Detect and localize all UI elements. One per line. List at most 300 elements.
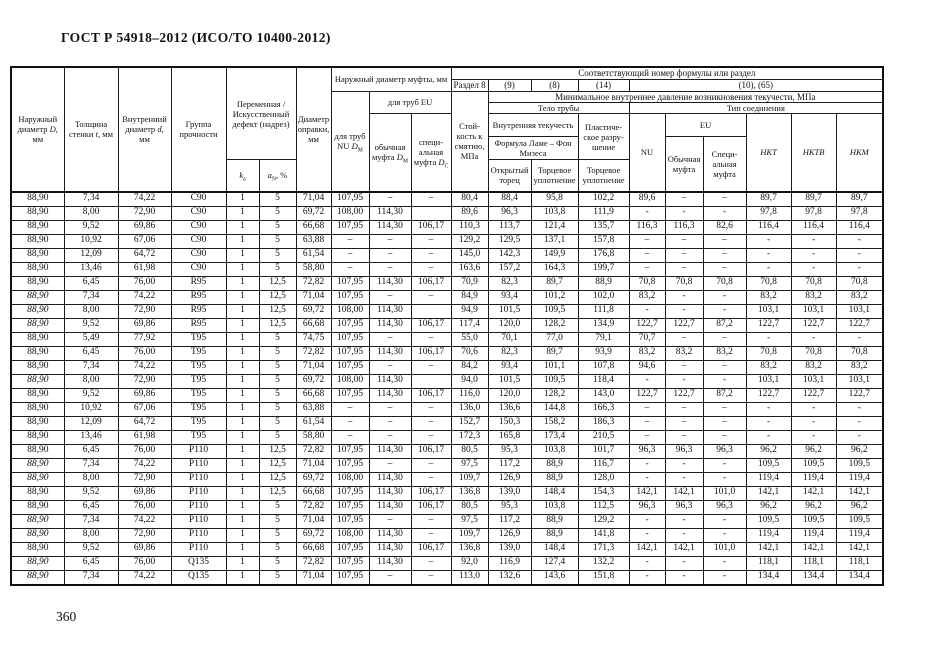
table-row bbox=[11, 444, 883, 458]
banner-formula-number: Соответствующий номер формулы или раздел bbox=[451, 67, 883, 79]
table-cell: – bbox=[331, 248, 369, 262]
table-cell: 9,52 bbox=[64, 388, 118, 402]
table-cell: 72,90 bbox=[118, 472, 171, 486]
table-cell: - bbox=[703, 458, 746, 472]
table-cell: 83,2 bbox=[629, 346, 665, 360]
table-cell: 97,5 bbox=[451, 514, 488, 528]
table-cell: 119,4 bbox=[836, 472, 883, 486]
table-cell: 5 bbox=[259, 346, 296, 360]
table-cell: R95 bbox=[171, 318, 226, 332]
col-header-nkt: НКТ bbox=[746, 114, 791, 192]
table-cell: 88,90 bbox=[11, 304, 64, 318]
table-cell: 5 bbox=[259, 388, 296, 402]
table-cell: 72,82 bbox=[296, 346, 331, 360]
table-cell: - bbox=[746, 402, 791, 416]
table-cell: 5 bbox=[259, 234, 296, 248]
table-cell: 88,90 bbox=[11, 542, 64, 556]
table-cell: 67,06 bbox=[118, 234, 171, 248]
table-cell: 94,6 bbox=[629, 360, 665, 374]
table-cell: 109,5 bbox=[531, 374, 578, 388]
table-cell: 106,17 bbox=[411, 486, 451, 500]
table-cell: 119,4 bbox=[836, 528, 883, 542]
table-cell: 151,8 bbox=[578, 570, 629, 585]
table-cell: 88,90 bbox=[11, 430, 64, 444]
table-cell: 103,1 bbox=[836, 304, 883, 318]
group-header-artificial-defect: Переменная /Искусственный дефект (надрез) bbox=[226, 67, 296, 160]
table-cell: 96,2 bbox=[836, 500, 883, 514]
table-cell: - bbox=[791, 332, 836, 346]
table-cell: 83,2 bbox=[703, 346, 746, 360]
table-cell: 7,34 bbox=[64, 360, 118, 374]
table-cell: 83,2 bbox=[836, 360, 883, 374]
table-cell: - bbox=[703, 290, 746, 304]
table-row bbox=[11, 514, 883, 528]
table-cell: 1 bbox=[226, 570, 259, 585]
col-header-an: $a_N$, % bbox=[259, 160, 296, 192]
table-cell: 5 bbox=[259, 220, 296, 234]
table-cell: 103,1 bbox=[746, 374, 791, 388]
table-cell: 119,4 bbox=[746, 528, 791, 542]
table-cell: 172,3 bbox=[451, 430, 488, 444]
table-cell: - bbox=[791, 234, 836, 248]
table-cell: 106,17 bbox=[411, 500, 451, 514]
table-cell: - bbox=[746, 416, 791, 430]
table-cell: 69,86 bbox=[118, 542, 171, 556]
table-cell: 69,86 bbox=[118, 486, 171, 500]
table-row bbox=[11, 430, 883, 444]
table-cell: R95 bbox=[171, 304, 226, 318]
table-cell: 7,34 bbox=[64, 458, 118, 472]
table-cell: – bbox=[411, 402, 451, 416]
table-cell: 113,7 bbox=[488, 220, 531, 234]
table-cell: 139,0 bbox=[488, 542, 531, 556]
table-row bbox=[11, 486, 883, 500]
col-header-outer-diameter: Наружный диаметр D, мм bbox=[11, 67, 64, 192]
table-cell: 107,95 bbox=[331, 514, 369, 528]
table-cell: 121,4 bbox=[531, 220, 578, 234]
table-row bbox=[11, 276, 883, 290]
table-cell: 88,9 bbox=[531, 528, 578, 542]
table-cell: 116,4 bbox=[746, 220, 791, 234]
table-cell: 111,8 bbox=[578, 304, 629, 318]
table-cell: 82,3 bbox=[488, 276, 531, 290]
table-cell: 5 bbox=[259, 332, 296, 346]
table-cell: 80,4 bbox=[451, 192, 488, 207]
table-cell: 66,68 bbox=[296, 486, 331, 500]
table-cell: 109,5 bbox=[746, 458, 791, 472]
table-cell: 108,00 bbox=[331, 528, 369, 542]
table-cell: 70,1 bbox=[488, 332, 531, 346]
table-cell: – bbox=[411, 332, 451, 346]
table-cell: 69,72 bbox=[296, 528, 331, 542]
table-cell: 5 bbox=[259, 262, 296, 276]
table-cell: 109,7 bbox=[451, 528, 488, 542]
table-cell: 7,34 bbox=[64, 514, 118, 528]
table-cell: 116,7 bbox=[578, 458, 629, 472]
table-cell: 148,4 bbox=[531, 486, 578, 500]
table-cell: 129,2 bbox=[451, 234, 488, 248]
table-cell: 88,90 bbox=[11, 388, 64, 402]
table-cell: - bbox=[836, 262, 883, 276]
table-cell: Q135 bbox=[171, 556, 226, 570]
group-header-internal-yield: Внутренняя текучесть bbox=[488, 114, 578, 137]
table-cell: 142,1 bbox=[746, 486, 791, 500]
table-cell: – bbox=[331, 416, 369, 430]
table-cell: 84,9 bbox=[451, 290, 488, 304]
table-cell: 88,90 bbox=[11, 220, 64, 234]
table-cell: 1 bbox=[226, 276, 259, 290]
table-cell: 106,17 bbox=[411, 388, 451, 402]
table-cell: 114,30 bbox=[369, 318, 411, 332]
table-cell: 117,4 bbox=[451, 318, 488, 332]
col-header-mandrel-diameter: Диаметр оправки, мм bbox=[296, 67, 331, 192]
data-table bbox=[10, 66, 884, 586]
table-cell: 9,52 bbox=[64, 542, 118, 556]
table-cell: 1 bbox=[226, 500, 259, 514]
table-cell: 109,5 bbox=[791, 514, 836, 528]
table-cell: 103,1 bbox=[836, 374, 883, 388]
table-cell: – bbox=[411, 262, 451, 276]
table-cell: 1 bbox=[226, 248, 259, 262]
table-cell: 96,3 bbox=[665, 444, 703, 458]
table-cell: 128,2 bbox=[531, 388, 578, 402]
table-cell: – bbox=[411, 528, 451, 542]
table-cell: 94,0 bbox=[451, 374, 488, 388]
table-cell: 164,3 bbox=[531, 262, 578, 276]
table-cell: - bbox=[629, 570, 665, 585]
table-cell: – bbox=[665, 402, 703, 416]
table-cell: – bbox=[369, 430, 411, 444]
table-row bbox=[11, 416, 883, 430]
table-cell: 122,7 bbox=[791, 388, 836, 402]
table-cell: 8,00 bbox=[64, 304, 118, 318]
table-cell: - bbox=[629, 472, 665, 486]
table-cell: 114,30 bbox=[369, 472, 411, 486]
table-cell: 88,90 bbox=[11, 472, 64, 486]
table-cell: 72,82 bbox=[296, 276, 331, 290]
col-header-special-coupling-dc: специальная муфта $D_С$ bbox=[411, 114, 451, 192]
table-row bbox=[11, 570, 883, 585]
table-cell: 1 bbox=[226, 528, 259, 542]
table-cell: 158,2 bbox=[531, 416, 578, 430]
table-cell: 144,8 bbox=[531, 402, 578, 416]
table-cell: – bbox=[411, 360, 451, 374]
table-cell: 88,90 bbox=[11, 192, 64, 207]
table-cell: 101,2 bbox=[531, 290, 578, 304]
table-cell: Q135 bbox=[171, 570, 226, 585]
table-cell: 70,8 bbox=[746, 346, 791, 360]
page-number: 360 bbox=[56, 609, 77, 624]
table-cell: 88,90 bbox=[11, 318, 64, 332]
table-cell: 142,1 bbox=[836, 486, 883, 500]
table-cell: 61,98 bbox=[118, 262, 171, 276]
table-cell: - bbox=[703, 528, 746, 542]
table-cell: 120,0 bbox=[488, 388, 531, 402]
table-row bbox=[11, 542, 883, 556]
table-cell: 96,3 bbox=[703, 500, 746, 514]
table-cell: 122,7 bbox=[629, 318, 665, 332]
table-cell: 70,8 bbox=[791, 346, 836, 360]
table-cell: 117,2 bbox=[488, 458, 531, 472]
table-cell: – bbox=[703, 248, 746, 262]
table-cell: - bbox=[746, 332, 791, 346]
table-cell: - bbox=[665, 304, 703, 318]
col-header-wall-thickness: Толщина стенки t, мм bbox=[64, 67, 118, 192]
table-cell: 74,22 bbox=[118, 290, 171, 304]
table-cell: 142,1 bbox=[629, 486, 665, 500]
table-cell: 72,90 bbox=[118, 374, 171, 388]
table-cell: 97,8 bbox=[746, 206, 791, 220]
table-cell: 97,5 bbox=[451, 458, 488, 472]
table-cell: 95,3 bbox=[488, 500, 531, 514]
table-cell: 116,9 bbox=[488, 556, 531, 570]
table-cell: 1 bbox=[226, 444, 259, 458]
table-cell: – bbox=[369, 416, 411, 430]
table-cell: – bbox=[629, 262, 665, 276]
table-cell: 122,7 bbox=[629, 388, 665, 402]
table-cell: 118,1 bbox=[791, 556, 836, 570]
table-cell: T95 bbox=[171, 374, 226, 388]
table-cell: 88,90 bbox=[11, 444, 64, 458]
table-cell: – bbox=[411, 514, 451, 528]
table-cell: 119,4 bbox=[791, 472, 836, 486]
table-cell: 145,0 bbox=[451, 248, 488, 262]
table-cell: – bbox=[703, 416, 746, 430]
table-cell: 13,46 bbox=[64, 262, 118, 276]
table-cell: 116,4 bbox=[791, 220, 836, 234]
table-cell: 126,9 bbox=[488, 528, 531, 542]
table-cell: 128,2 bbox=[531, 318, 578, 332]
table-cell: 89,7 bbox=[746, 192, 791, 207]
col-header-formula-9: (9) bbox=[488, 79, 531, 91]
col-header-formula-14: (14) bbox=[578, 79, 629, 91]
table-cell: 69,86 bbox=[118, 220, 171, 234]
table-cell: 70,8 bbox=[836, 346, 883, 360]
table-cell: 80,5 bbox=[451, 500, 488, 514]
table-row bbox=[11, 304, 883, 318]
table-cell: 142,1 bbox=[665, 542, 703, 556]
col-header-nktv: НКТВ bbox=[791, 114, 836, 192]
table-cell: 111,9 bbox=[578, 206, 629, 220]
table-cell: 108,00 bbox=[331, 304, 369, 318]
table-cell: – bbox=[369, 402, 411, 416]
table-cell: - bbox=[791, 430, 836, 444]
table-cell: 106,17 bbox=[411, 542, 451, 556]
table-cell: – bbox=[411, 248, 451, 262]
table-cell: 72,82 bbox=[296, 500, 331, 514]
table-cell: 83,2 bbox=[836, 290, 883, 304]
table-cell: – bbox=[411, 570, 451, 585]
table-cell: 12,09 bbox=[64, 416, 118, 430]
table-cell: 8,00 bbox=[64, 528, 118, 542]
table-cell: 107,95 bbox=[331, 458, 369, 472]
standard-title: ГОСТ Р 54918–2012 (ИСО/ТО 10400-2012) bbox=[61, 30, 331, 45]
table-cell: 97,8 bbox=[791, 206, 836, 220]
table-cell: 122,7 bbox=[836, 318, 883, 332]
table-cell: 107,95 bbox=[331, 276, 369, 290]
table-cell: 119,4 bbox=[746, 472, 791, 486]
col-header-formula-8: (8) bbox=[531, 79, 578, 91]
table-cell: 109,7 bbox=[451, 472, 488, 486]
table-cell: – bbox=[703, 430, 746, 444]
table-cell: 70,8 bbox=[665, 276, 703, 290]
table-cell: - bbox=[791, 402, 836, 416]
table-cell: 12,5 bbox=[259, 304, 296, 318]
table-cell: 116,3 bbox=[629, 220, 665, 234]
table-cell: 118,1 bbox=[836, 556, 883, 570]
table-cell: 12,5 bbox=[259, 290, 296, 304]
table-cell: 106,17 bbox=[411, 276, 451, 290]
table-cell: P110 bbox=[171, 458, 226, 472]
table-cell: 107,8 bbox=[578, 360, 629, 374]
table-cell: 129,2 bbox=[578, 514, 629, 528]
table-cell: – bbox=[331, 234, 369, 248]
table-cell: 135,7 bbox=[578, 220, 629, 234]
table-cell: 148,4 bbox=[531, 542, 578, 556]
table-row bbox=[11, 472, 883, 486]
table-cell: 96,2 bbox=[746, 500, 791, 514]
table-cell: 152,7 bbox=[451, 416, 488, 430]
table-cell: - bbox=[665, 472, 703, 486]
col-header-open-end: Открытый торец bbox=[488, 160, 531, 192]
col-header-end-seal-lame: Торцевое уплотнение bbox=[531, 160, 578, 192]
banner-min-internal-yield-pressure: Минимальное внутреннее давление возникновения текучести, МПа bbox=[488, 91, 883, 103]
table-cell: 8,00 bbox=[64, 472, 118, 486]
table-cell: – bbox=[703, 262, 746, 276]
table-cell: 8,00 bbox=[64, 206, 118, 220]
table-cell: 6,45 bbox=[64, 500, 118, 514]
table-cell: 1 bbox=[226, 290, 259, 304]
table-cell: 103,8 bbox=[531, 444, 578, 458]
table-cell: – bbox=[369, 290, 411, 304]
table-cell: 114,30 bbox=[369, 500, 411, 514]
table-cell: T95 bbox=[171, 360, 226, 374]
table-cell: 106,17 bbox=[411, 220, 451, 234]
table-cell: – bbox=[411, 472, 451, 486]
table-cell: 9,52 bbox=[64, 220, 118, 234]
table-cell: 1 bbox=[226, 514, 259, 528]
table-cell: 96,2 bbox=[791, 500, 836, 514]
table-cell: 70,8 bbox=[791, 276, 836, 290]
table-cell: 64,72 bbox=[118, 416, 171, 430]
table-cell: 142,1 bbox=[791, 486, 836, 500]
table-cell: 70,9 bbox=[451, 276, 488, 290]
table-cell: P110 bbox=[171, 472, 226, 486]
table-cell: 84,2 bbox=[451, 360, 488, 374]
table-cell: 5 bbox=[259, 374, 296, 388]
table-cell: T95 bbox=[171, 416, 226, 430]
table-cell: 88,9 bbox=[531, 514, 578, 528]
table-cell: 1 bbox=[226, 556, 259, 570]
table-cell: 6,45 bbox=[64, 556, 118, 570]
table-cell bbox=[411, 304, 451, 318]
table-cell: 66,68 bbox=[296, 388, 331, 402]
table-cell: 72,82 bbox=[296, 444, 331, 458]
table-row bbox=[11, 220, 883, 234]
table-cell: 139,0 bbox=[488, 486, 531, 500]
table-cell: R95 bbox=[171, 290, 226, 304]
table-cell: 103,1 bbox=[791, 304, 836, 318]
table-row bbox=[11, 206, 883, 220]
table-cell: 93,4 bbox=[488, 290, 531, 304]
table-cell: 1 bbox=[226, 472, 259, 486]
table-cell: – bbox=[629, 402, 665, 416]
table-cell: 142,1 bbox=[629, 542, 665, 556]
table-cell: - bbox=[791, 262, 836, 276]
table-cell: 12,5 bbox=[259, 458, 296, 472]
table-cell: 6,45 bbox=[64, 444, 118, 458]
table-cell: 1 bbox=[226, 346, 259, 360]
table-cell: - bbox=[746, 248, 791, 262]
table-cell: 1 bbox=[226, 416, 259, 430]
table-cell: – bbox=[331, 262, 369, 276]
table-cell: 112,5 bbox=[578, 500, 629, 514]
table-cell: 5 bbox=[259, 528, 296, 542]
table-cell: 108,00 bbox=[331, 374, 369, 388]
table-row bbox=[11, 528, 883, 542]
table-row bbox=[11, 458, 883, 472]
table-cell: 74,22 bbox=[118, 514, 171, 528]
table-cell: 96,3 bbox=[629, 444, 665, 458]
table-cell: P110 bbox=[171, 542, 226, 556]
table-cell: - bbox=[836, 416, 883, 430]
table-cell: 143,0 bbox=[578, 388, 629, 402]
table-cell: 142,1 bbox=[665, 486, 703, 500]
table-cell: 88,9 bbox=[531, 458, 578, 472]
table-cell: 88,90 bbox=[11, 416, 64, 430]
table-cell: 64,72 bbox=[118, 248, 171, 262]
table-cell: 122,7 bbox=[665, 388, 703, 402]
group-header-eu-connection: EU bbox=[665, 114, 746, 137]
group-header-lame-von-mises: Формула Ламе – Фон Мизеса bbox=[488, 137, 578, 160]
table-cell: 95,8 bbox=[531, 192, 578, 207]
table-cell: 101,1 bbox=[531, 360, 578, 374]
table-cell: 1 bbox=[226, 360, 259, 374]
table-cell: - bbox=[665, 556, 703, 570]
table-cell: 165,8 bbox=[488, 430, 531, 444]
table-cell: 1 bbox=[226, 234, 259, 248]
table-cell: C90 bbox=[171, 234, 226, 248]
table-cell: 102,0 bbox=[578, 290, 629, 304]
table-cell: 69,86 bbox=[118, 318, 171, 332]
table-cell: 143,6 bbox=[531, 570, 578, 585]
table-cell: - bbox=[703, 472, 746, 486]
table-cell: - bbox=[629, 514, 665, 528]
table-cell: 116,4 bbox=[836, 220, 883, 234]
table-cell: 96,3 bbox=[629, 500, 665, 514]
table-cell: 88,90 bbox=[11, 332, 64, 346]
col-header-collapse-resistance: Стойкость к смятию, МПа bbox=[451, 91, 488, 192]
table-cell: 88,90 bbox=[11, 514, 64, 528]
table-cell: 88,90 bbox=[11, 262, 64, 276]
col-header-usual-coupling-dm: обычная муфта $D_М$ bbox=[369, 114, 411, 192]
table-cell: – bbox=[411, 416, 451, 430]
table-cell: T95 bbox=[171, 430, 226, 444]
table-cell: - bbox=[665, 374, 703, 388]
table-cell: – bbox=[411, 192, 451, 207]
table-cell: 72,82 bbox=[296, 556, 331, 570]
table-cell: 70,7 bbox=[629, 332, 665, 346]
table-cell: 101,5 bbox=[488, 374, 531, 388]
col-header-eu-special-coupling: Специальная муфта bbox=[703, 137, 746, 192]
table-cell: 107,95 bbox=[331, 500, 369, 514]
table-cell: 120,0 bbox=[488, 318, 531, 332]
col-header-inner-diameter: Внутренний диаметр d, мм bbox=[118, 67, 171, 192]
table-cell: 61,98 bbox=[118, 430, 171, 444]
table-cell: 88,90 bbox=[11, 556, 64, 570]
table-cell: 10,92 bbox=[64, 402, 118, 416]
table-cell: C90 bbox=[171, 206, 226, 220]
